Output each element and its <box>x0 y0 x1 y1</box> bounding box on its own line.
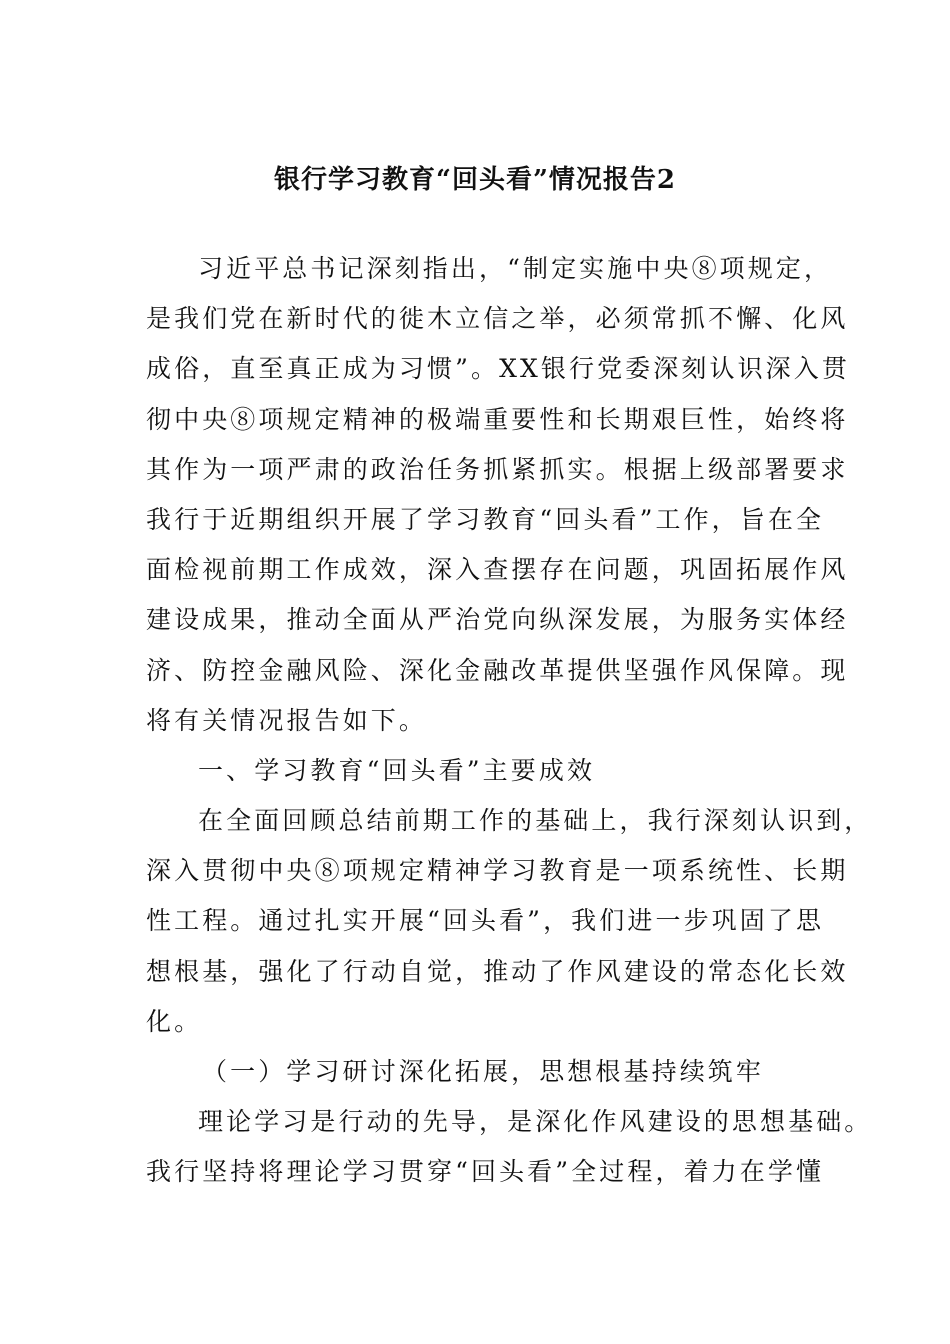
paragraph-line: 我行坚持将理论学习贯穿“回头看”全过程，着力在学懂 <box>146 1157 825 1187</box>
paragraph-line: 想根基，强化了行动自觉，推动了作风建设的常态化长效 <box>146 956 849 986</box>
paragraph-line: 深入贯彻中央⑧项规定精神学习教育是一项系统性、长期 <box>146 856 849 886</box>
document-body <box>146 244 873 1198</box>
paragraph-line: 化。 <box>146 1006 203 1036</box>
paragraph-line: 我行于近期组织开展了学习教育“回头看”工作，旨在全 <box>146 504 825 534</box>
subsection-heading: （一）学习研讨深化拓展，思想根基持续筑牢 <box>202 1057 765 1086</box>
paragraph-line: 性工程。通过扎实开展“回头看”，我们进一步巩固了思 <box>146 906 825 936</box>
paragraph-line: 在全面回顾总结前期工作的基础上，我行深刻认识到， <box>198 806 873 836</box>
paragraph-line: 其作为一项严肃的政治任务抓紧抓实。根据上级部署要求 <box>146 454 849 484</box>
paragraph-line: 彻中央⑧项规定精神的极端重要性和长期艰巨性，始终将 <box>146 404 849 434</box>
paragraph-line: 济、防控金融风险、深化金融改革提供坚强作风保障。现 <box>146 655 849 685</box>
section-heading: 一、学习教育“回头看”主要成效 <box>198 755 596 785</box>
paragraph-line: 成俗，直至真正成为习惯”。XX银行党委深刻认识深入贯 <box>146 354 850 384</box>
paragraph-line: 是我们党在新时代的徙木立信之举，必须常抓不懈、化风 <box>146 304 849 334</box>
paragraph-line: 将有关情况报告如下。 <box>146 705 428 735</box>
document-title: 银行学习教育“回头看”情况报告2 <box>273 165 676 195</box>
paragraph-line: 面检视前期工作成效，深入查摆存在问题，巩固拓展作风 <box>146 555 849 585</box>
paragraph-line: 理论学习是行动的先导，是深化作风建设的思想基础。 <box>198 1107 873 1137</box>
paragraph-line: 建设成果，推动全面从严治党向纵深发展，为服务实体经 <box>146 605 849 635</box>
paragraph-line: 习近平总书记深刻指出，“制定实施中央⑧项规定， <box>198 254 833 283</box>
